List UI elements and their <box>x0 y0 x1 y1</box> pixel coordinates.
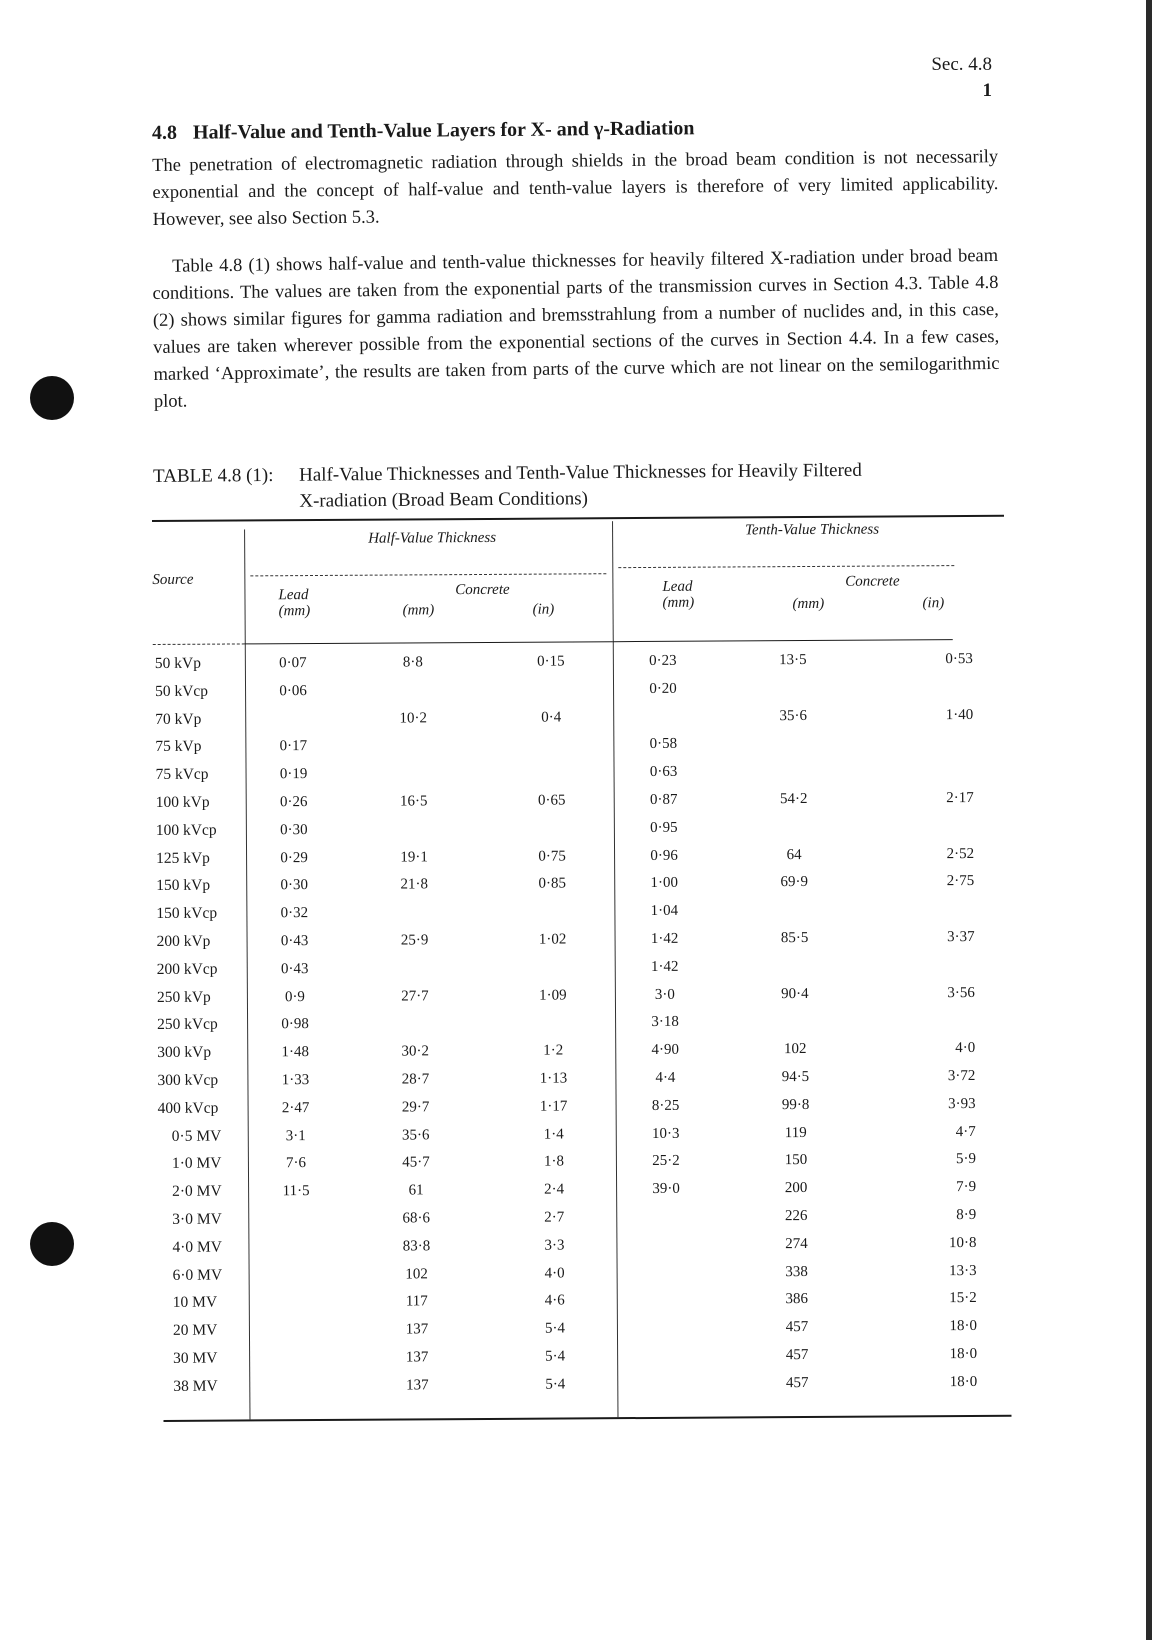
tv-concrete-in-cell: 1·40 <box>945 706 974 723</box>
binder-hole <box>30 376 74 420</box>
hv-lead-cell: 0·30 <box>280 821 308 839</box>
tv-concrete-mm-cell: 274 <box>785 1235 808 1252</box>
tv-lead-cell: 10·3 <box>651 1125 680 1142</box>
source-cell: 1·0 MV <box>171 1154 222 1173</box>
lead-header: Lead <box>662 578 693 595</box>
hv-lead-cell: 0·06 <box>279 682 307 700</box>
source-cell: 125 kVp <box>156 849 210 867</box>
source-cell: 75 kVp <box>155 738 202 756</box>
tv-concrete-mm-cell: 338 <box>785 1263 808 1280</box>
group-divider <box>612 521 618 1417</box>
tv-concrete-mm-cell: 150 <box>784 1152 808 1169</box>
tv-concrete-in-cell: 3·56 <box>947 984 975 1001</box>
source-cell: 2·0 MV <box>172 1182 222 1201</box>
source-cell: 250 kVcp <box>157 1015 218 1034</box>
hv-lead-cell: 0·19 <box>279 766 308 783</box>
hv-lead-cell: 0·43 <box>280 933 309 950</box>
source-cell: 300 kVp <box>157 1043 212 1062</box>
table-description-paragraph: Table 4.8 (1) shows half-value and tenth-value thicknesses for heavily filtered X-radiation under broad beam conditions. The values are taken from the exponential parts of the transmission curves in Section 4.3. Table 4.8 (2) shows similar figures for gamma radiation and bremsstrahlung from a number of nuclides and, in this case, values are taken wherever possible from the exponential sections of the curves in Section 4.4. In a few cases, marked ‘Approximate’, the results are taken from parts of the curve which are not linear on the semilogarithmic plot. <box>152 245 1000 412</box>
section-number: 4.8 <box>151 121 178 144</box>
tv-concrete-mm-cell: 226 <box>784 1208 808 1225</box>
hv-lead-cell: 0·17 <box>279 738 308 755</box>
page-edge <box>1146 0 1152 1640</box>
tv-concrete-mm-cell: 13·5 <box>779 652 807 669</box>
tv-lead-cell: 3·18 <box>651 1014 679 1031</box>
source-column-header: Source <box>152 571 194 588</box>
table-caption-line2: X-radiation (Broad Beam Conditions) <box>299 488 589 512</box>
hv-lead-cell: 0·43 <box>280 960 309 978</box>
intro-paragraph: The penetration of electromagnetic radiation through shields in the broad beam condition is not necessarily exponential and the concept of half-value and tenth-value layers is therefore of very limited applicability. However, see also Section 5.3. <box>152 147 999 230</box>
source-cell: 30 MV <box>173 1349 218 1367</box>
lead-header: Lead <box>278 587 309 604</box>
hv-concrete-mm-cell: 28·7 <box>401 1071 430 1088</box>
tv-concrete-in-cell: 10·8 <box>948 1234 977 1251</box>
hv-concrete-in-cell: 5·4 <box>545 1376 566 1393</box>
tv-concrete-in-cell: 3·93 <box>948 1095 976 1112</box>
hv-concrete-mm-cell: 137 <box>405 1377 429 1394</box>
hv-concrete-mm-cell: 35·6 <box>401 1126 430 1144</box>
tv-concrete-in-cell: 2·75 <box>946 873 975 890</box>
tv-concrete-in-cell: 2·52 <box>946 845 975 862</box>
tv-lead-cell: 0·96 <box>650 847 678 864</box>
hv-lead-cell: 3·1 <box>285 1127 306 1144</box>
tv-concrete-mm-cell: 99·8 <box>781 1096 810 1113</box>
tv-concrete-mm-cell: 69·9 <box>780 874 809 891</box>
tv-concrete-in-cell: 7·9 <box>956 1179 977 1196</box>
hv-concrete-mm-cell: 8·8 <box>402 654 423 671</box>
lead-unit-header: (mm) <box>662 594 695 611</box>
source-cell: 50 kVcp <box>154 682 209 700</box>
tv-concrete-in-cell: 0·53 <box>945 650 973 668</box>
tv-lead-cell: 39·0 <box>652 1180 680 1198</box>
hv-lead-cell: 0·26 <box>279 794 308 811</box>
source-cell: 150 kVcp <box>156 904 218 923</box>
tv-concrete-in-cell: 18·0 <box>949 1373 978 1390</box>
table-caption-line1: Half-Value Thicknesses and Tenth-Value Thicknesses for Heavily Filtered <box>299 459 862 486</box>
tenth-value-group-rule <box>618 565 954 568</box>
tv-lead-cell: 0·58 <box>649 736 678 753</box>
hv-concrete-mm-cell: 19·1 <box>400 848 428 866</box>
tv-concrete-in-cell: 18·0 <box>949 1318 977 1335</box>
concrete-mm-header: (mm) <box>402 602 435 619</box>
tv-lead-cell: 1·42 <box>650 930 679 947</box>
hv-lead-cell: 1·48 <box>281 1044 310 1061</box>
hv-concrete-in-cell: 0·65 <box>537 792 566 809</box>
hv-lead-cell: 11·5 <box>282 1183 310 1200</box>
source-cell: 10 MV <box>172 1294 218 1312</box>
source-cell: 400 kVcp <box>157 1099 219 1117</box>
tv-concrete-mm-cell: 94·5 <box>781 1068 810 1086</box>
hv-concrete-in-cell: 0·85 <box>538 875 567 893</box>
hv-concrete-mm-cell: 137 <box>405 1321 429 1338</box>
hv-concrete-in-cell: 5·4 <box>545 1348 566 1365</box>
section-reference: Sec. 4.8 <box>931 54 992 75</box>
hv-lead-cell: 7·6 <box>285 1155 306 1172</box>
hv-lead-cell: 0·07 <box>279 655 307 672</box>
hv-concrete-in-cell: 1·8 <box>543 1153 564 1171</box>
hv-lead-cell: 1·33 <box>281 1072 310 1089</box>
half-value-group-rule <box>250 573 606 576</box>
tv-lead-cell: 1·00 <box>650 875 679 892</box>
hv-concrete-mm-cell: 137 <box>405 1349 429 1366</box>
concrete-header: Concrete <box>845 573 900 590</box>
table-caption-label: TABLE 4.8 (1): <box>153 464 274 487</box>
source-cell: 200 kVp <box>156 932 211 950</box>
tv-concrete-in-cell: 8·9 <box>956 1206 977 1224</box>
hv-lead-cell: 0·30 <box>280 877 309 894</box>
half-value-thickness-header: Half-Value Thickness <box>368 529 497 547</box>
hv-concrete-mm-cell: 83·8 <box>402 1238 431 1255</box>
source-cell: 70 kVp <box>155 710 202 728</box>
hv-concrete-mm-cell: 45·7 <box>402 1154 430 1171</box>
hv-concrete-in-cell: 0·15 <box>537 653 565 670</box>
tv-concrete-mm-cell: 119 <box>784 1124 807 1141</box>
tv-concrete-in-cell: 5·9 <box>955 1151 976 1168</box>
hv-concrete-mm-cell: 102 <box>405 1265 428 1283</box>
hv-concrete-mm-cell: 16·5 <box>399 793 428 810</box>
hv-concrete-mm-cell: 68·6 <box>402 1210 431 1227</box>
hv-concrete-in-cell: 1·13 <box>539 1070 568 1087</box>
source-cell: 300 kVcp <box>157 1071 219 1089</box>
tv-concrete-mm-cell: 54·2 <box>779 791 808 808</box>
tv-lead-cell: 1·42 <box>650 958 679 975</box>
lead-unit-header: (mm) <box>278 603 311 620</box>
tv-concrete-mm-cell: 386 <box>785 1291 809 1308</box>
binder-hole <box>30 1222 74 1266</box>
hv-lead-cell: 0·9 <box>284 988 305 1005</box>
hv-lead-cell: 2·47 <box>281 1099 310 1117</box>
hv-lead-cell: 0·32 <box>280 905 309 922</box>
header-bottom-rule <box>245 641 613 644</box>
hv-concrete-mm-cell: 21·8 <box>400 876 429 893</box>
data-table <box>152 515 1008 1480</box>
tv-concrete-mm-cell: 85·5 <box>780 929 809 947</box>
hv-concrete-in-cell: 1·09 <box>539 987 567 1004</box>
concrete-mm-header: (mm) <box>792 595 825 613</box>
hv-lead-cell: 0·29 <box>280 849 308 866</box>
source-cell: 3·0 MV <box>172 1210 222 1228</box>
concrete-header: Concrete <box>455 581 510 599</box>
hv-concrete-in-cell: 5·4 <box>544 1320 565 1337</box>
hv-concrete-in-cell: 4·6 <box>544 1292 565 1310</box>
section-title: Half-Value and Tenth-Value Layers for X- and γ-Radiation <box>192 117 695 144</box>
tv-concrete-in-cell: 3·72 <box>947 1067 976 1085</box>
source-cell: 0·5 MV <box>171 1127 222 1145</box>
table-bottom-rule <box>163 1415 1011 1422</box>
tv-concrete-in-cell: 2·17 <box>946 789 974 807</box>
page-number: 1 <box>982 80 992 101</box>
tv-lead-cell: 1·04 <box>650 902 679 920</box>
source-cell: 150 kVp <box>156 877 211 895</box>
hv-concrete-in-cell: 4·0 <box>544 1265 565 1282</box>
tv-lead-cell: 0·63 <box>649 763 678 781</box>
source-cell: 6·0 MV <box>172 1266 223 1284</box>
source-cell: 4·0 MV <box>172 1238 223 1256</box>
source-cell: 20 MV <box>172 1321 218 1340</box>
hv-concrete-mm-cell: 117 <box>405 1293 428 1310</box>
hv-concrete-mm-cell: 27·7 <box>401 987 429 1005</box>
concrete-in-header: (in) <box>532 601 555 618</box>
hv-concrete-mm-cell: 10·2 <box>399 709 428 727</box>
source-cell: 250 kVp <box>156 988 211 1006</box>
hv-concrete-in-cell: 0·4 <box>541 709 562 726</box>
section-heading <box>152 117 695 145</box>
tv-concrete-mm-cell: 457 <box>785 1347 809 1364</box>
table-caption <box>153 458 862 516</box>
hv-concrete-in-cell: 1·17 <box>539 1098 568 1115</box>
tv-concrete-in-cell: 4·0 <box>955 1040 976 1057</box>
header-bottom-rule <box>153 643 245 645</box>
tv-lead-cell: 25·2 <box>652 1153 680 1170</box>
hv-concrete-mm-cell: 61 <box>408 1182 424 1199</box>
hv-concrete-in-cell: 3·3 <box>544 1237 565 1254</box>
hv-lead-cell: 0·98 <box>281 1016 309 1033</box>
page-header <box>931 52 992 104</box>
hv-concrete-in-cell: 2·4 <box>544 1181 565 1198</box>
header-bottom-rule <box>613 639 953 642</box>
hv-concrete-in-cell: 1·02 <box>538 931 567 948</box>
tv-lead-cell: 4·90 <box>651 1041 680 1059</box>
source-column-divider <box>244 529 250 1419</box>
concrete-in-header: (in) <box>922 595 945 612</box>
tv-concrete-in-cell: 15·2 <box>949 1290 977 1307</box>
tv-concrete-mm-cell: 200 <box>784 1180 808 1197</box>
tv-lead-cell: 0·20 <box>649 680 677 697</box>
source-cell: 100 kVp <box>155 793 210 811</box>
tv-lead-cell: 0·87 <box>649 791 678 808</box>
tv-concrete-in-cell: 18·0 <box>949 1345 978 1363</box>
source-cell: 75 kVcp <box>155 765 209 784</box>
hv-concrete-mm-cell: 29·7 <box>401 1099 430 1116</box>
tenth-value-thickness-header: Tenth-Value Thickness <box>745 521 880 539</box>
source-cell: 38 MV <box>173 1377 218 1395</box>
tv-concrete-mm-cell: 102 <box>783 1041 807 1058</box>
tv-concrete-mm-cell: 35·6 <box>779 707 808 724</box>
tv-lead-cell: 3·0 <box>654 986 675 1003</box>
tv-concrete-mm-cell: 90·4 <box>781 985 809 1002</box>
tv-concrete-mm-cell: 457 <box>785 1374 809 1391</box>
source-cell: 100 kVcp <box>155 821 217 839</box>
tv-concrete-in-cell: 3·37 <box>947 928 975 946</box>
tv-lead-cell: 0·95 <box>650 819 678 836</box>
hv-concrete-mm-cell: 25·9 <box>400 932 429 949</box>
hv-concrete-in-cell: 1·4 <box>543 1126 564 1143</box>
source-cell: 200 kVcp <box>156 960 218 978</box>
tv-concrete-mm-cell: 64 <box>786 846 802 863</box>
tv-concrete-in-cell: 4·7 <box>955 1123 976 1140</box>
hv-concrete-mm-cell: 30·2 <box>401 1043 430 1060</box>
tv-lead-cell: 0·23 <box>649 652 677 669</box>
tv-concrete-mm-cell: 457 <box>785 1319 809 1336</box>
hv-concrete-in-cell: 1·2 <box>543 1042 564 1059</box>
hv-concrete-in-cell: 0·75 <box>538 848 566 865</box>
tv-concrete-in-cell: 13·3 <box>949 1262 977 1279</box>
tv-lead-cell: 8·25 <box>651 1097 680 1114</box>
source-cell: 50 kVp <box>154 654 202 672</box>
tv-lead-cell: 4·4 <box>655 1069 676 1086</box>
hv-concrete-in-cell: 2·7 <box>544 1209 565 1226</box>
